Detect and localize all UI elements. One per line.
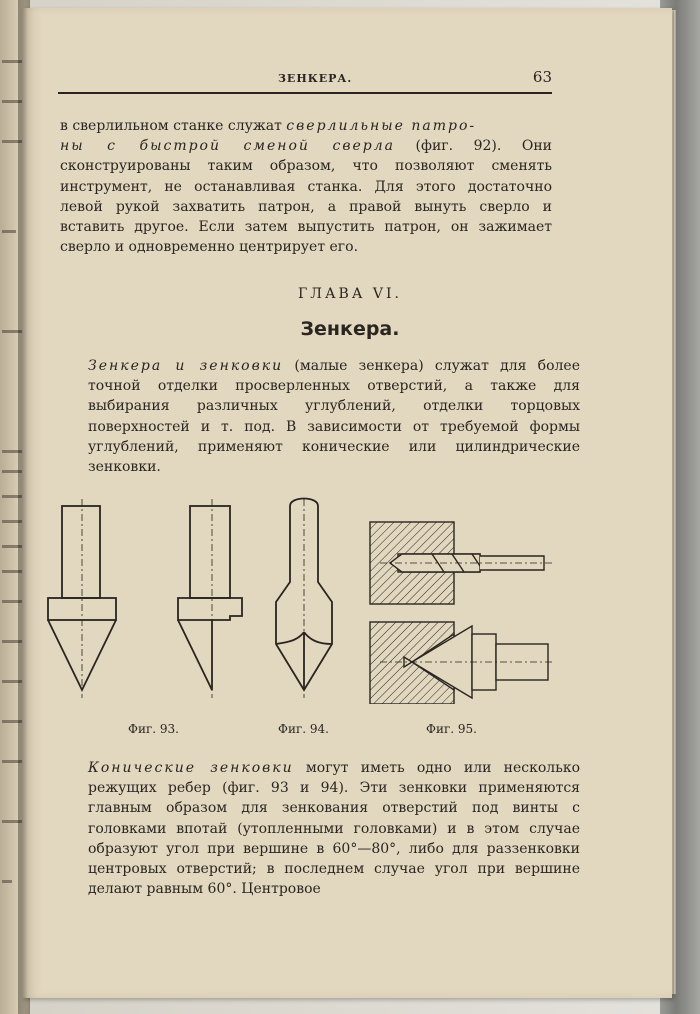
- figures-illustration: [40, 494, 560, 704]
- page-number: 63: [532, 68, 552, 86]
- caption-fig-95: Фиг. 95.: [426, 722, 477, 736]
- p1-line2-tail: (фиг. 92). Они: [394, 138, 552, 155]
- p2-body: (малые зенкера) служат для более точной отделки просверленных отверстий, а также для выбирания различных углублений, отделки торцовых поверхностей и т. под. В зависимости от требуемой формы углублений, применяют конические или цилиндрические зенковки.: [88, 358, 581, 476]
- p1-line1-text: в сверлильном станке служат: [60, 118, 287, 134]
- paragraph-conical-countersinks: [60, 758, 580, 899]
- p1-body: сконструированы таким образом, что позволяют сменять инструмент, не останавливая станка. Для этого достаточно левой рукой захватить патрон, а правой вынуть сверло и вставить другое. Если затем выпустить патрон, он зажимает сверло и одновременно центрирует его.: [60, 158, 552, 256]
- caption-fig-93: Фиг. 93.: [128, 722, 179, 736]
- p2-emphasis: Зенкера и зенковки: [88, 358, 284, 374]
- p1-emphasis-a: сверлильные патро-: [286, 118, 477, 134]
- caption-fig-94: Фиг. 94.: [278, 722, 329, 736]
- running-title: ЗЕНКЕРА.: [278, 72, 353, 85]
- paragraph-drill-chucks: [60, 116, 552, 257]
- fig-93-drawing: [48, 499, 116, 698]
- p3-emphasis: Конические зенковки: [88, 760, 294, 776]
- paragraph-countersinks: [60, 356, 580, 477]
- fig-95a-drawing: [276, 499, 332, 699]
- p3-body: могут иметь одно или несколько режущих ребер (фиг. 93 и 94). Эти зенковки применяются главным образом для зенкования отверстий под винты с головками впотай (утопленными головками) и в этом случае образуют угол при вершине в 60°—80°, либо для раззенковки центровых отверстий; в последнем случае угол при вершине делают равным 60°. Центровое: [88, 760, 580, 898]
- fig-95b-drawing: [370, 522, 555, 604]
- chapter-title: Зенкера.: [300, 318, 400, 340]
- fig-94-drawing: [178, 499, 242, 698]
- fig-95c-drawing: [370, 622, 555, 704]
- chapter-label: ГЛАВА VI.: [298, 286, 402, 302]
- running-header: [58, 68, 552, 92]
- header-rule: [58, 92, 552, 94]
- spine-shadow: [18, 0, 28, 1014]
- p1-emphasis-b: ны с быстрой сменой сверла: [60, 138, 395, 155]
